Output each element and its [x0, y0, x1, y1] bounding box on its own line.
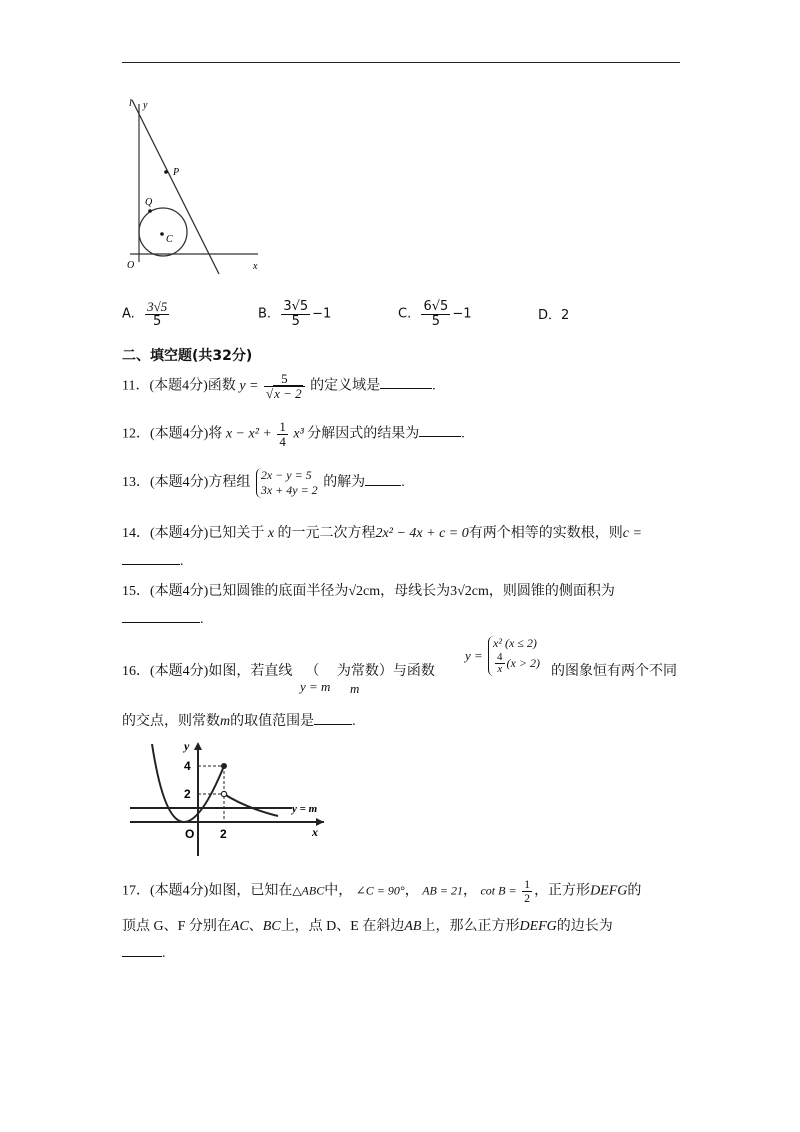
question-17-line3: . — [122, 944, 166, 962]
q16-piecewise: y = x² (x ≤ 2) $\frac{4}{x}$ (x > 2) — [465, 636, 540, 676]
point-p — [164, 170, 168, 174]
section-title: 二、填空题(共32分) — [122, 348, 253, 364]
option-b: B. $\frac{3√5}{5}$ −1 — [258, 299, 332, 329]
question-17-line2: 顶点 G、F 分别在AC、BC上，点 D、E 在斜边AB上，那么正方形DEFG的边长为 — [122, 919, 613, 934]
tick-4: 4 — [184, 759, 191, 773]
label-x: x — [253, 261, 258, 272]
q16-m-const: m — [350, 681, 360, 696]
label-p: P — [173, 167, 180, 178]
option-a: A. $\frac{3√5}{5}$ — [122, 299, 168, 329]
q16-line-eq: y = m — [300, 679, 331, 694]
point-c — [160, 232, 164, 236]
answer-blank-15[interactable] — [122, 610, 200, 623]
open-point — [221, 791, 226, 796]
parabola — [152, 744, 224, 822]
answer-blank-17[interactable] — [122, 944, 162, 957]
tick-x-2: 2 — [220, 827, 227, 841]
hyperbola — [224, 794, 278, 816]
label-o: O — [185, 827, 195, 841]
question-16-line2: 的交点，则常数m的取值范围是 . — [122, 714, 356, 729]
answer-blank-16[interactable] — [314, 712, 352, 725]
label-c: C — [166, 234, 173, 245]
circle-c — [139, 208, 187, 256]
closed-point — [221, 763, 227, 769]
label-q: Q — [145, 197, 153, 208]
q16-tail: 的图象恒有两个不同 — [551, 664, 677, 679]
question-17: 17．(本题4分)如图，已知在△ABC中， ∠C = 90°， AB = 21， cot B = $\frac{1}{2}$ ，正方形DEFG的 — [122, 877, 642, 905]
question-16: 16．(本题4分)如图，若直线 （ 为常数）与函数 — [122, 664, 435, 679]
question-13: 13．(本题4分)方程组 2x − y = 5 3x + 4y = 2 的解为 . — [122, 468, 405, 497]
question-14-line2: . — [122, 552, 184, 570]
header-rule — [122, 62, 680, 63]
answer-blank-11[interactable] — [380, 376, 432, 389]
option-d: D．2 — [538, 308, 570, 323]
label-y: y — [143, 100, 148, 111]
option-c: C. $\frac{6√5}{5}$ −1 — [398, 299, 472, 329]
label-y-m: y = m — [292, 803, 318, 815]
label-x: x — [312, 825, 318, 839]
question-14: 14．(本题4分)已知关于 x 的一元二次方程2x² − 4x + c = 0有两个相等的实数根，则c = — [122, 526, 642, 541]
figure-line-circle — [118, 92, 268, 282]
answer-blank-12[interactable] — [419, 424, 461, 437]
y-arrow — [194, 742, 202, 750]
answer-blank-13[interactable] — [365, 473, 401, 486]
label-l: l — [129, 98, 132, 109]
figure-piecewise-graph — [128, 738, 328, 860]
tick-2: 2 — [184, 787, 191, 801]
question-12: 12．(本题4分)将 x − x² + $\frac{1}{4}$ x³ 分解因式的结果为 . — [122, 419, 465, 449]
label-o: O — [127, 260, 135, 271]
answer-blank-14[interactable] — [122, 552, 180, 565]
label-y: y — [184, 739, 190, 753]
question-15-line2: . — [122, 610, 204, 628]
question-15: 15．(本题4分)已知圆锥的底面半径为√2cm，母线长为3√2cm，则圆锥的侧面积为 — [122, 584, 615, 599]
point-q — [148, 209, 152, 213]
question-11: 11．(本题4分)函数 y = $\frac{5}{√x - 2}$ 的定义域是 . — [122, 371, 436, 401]
